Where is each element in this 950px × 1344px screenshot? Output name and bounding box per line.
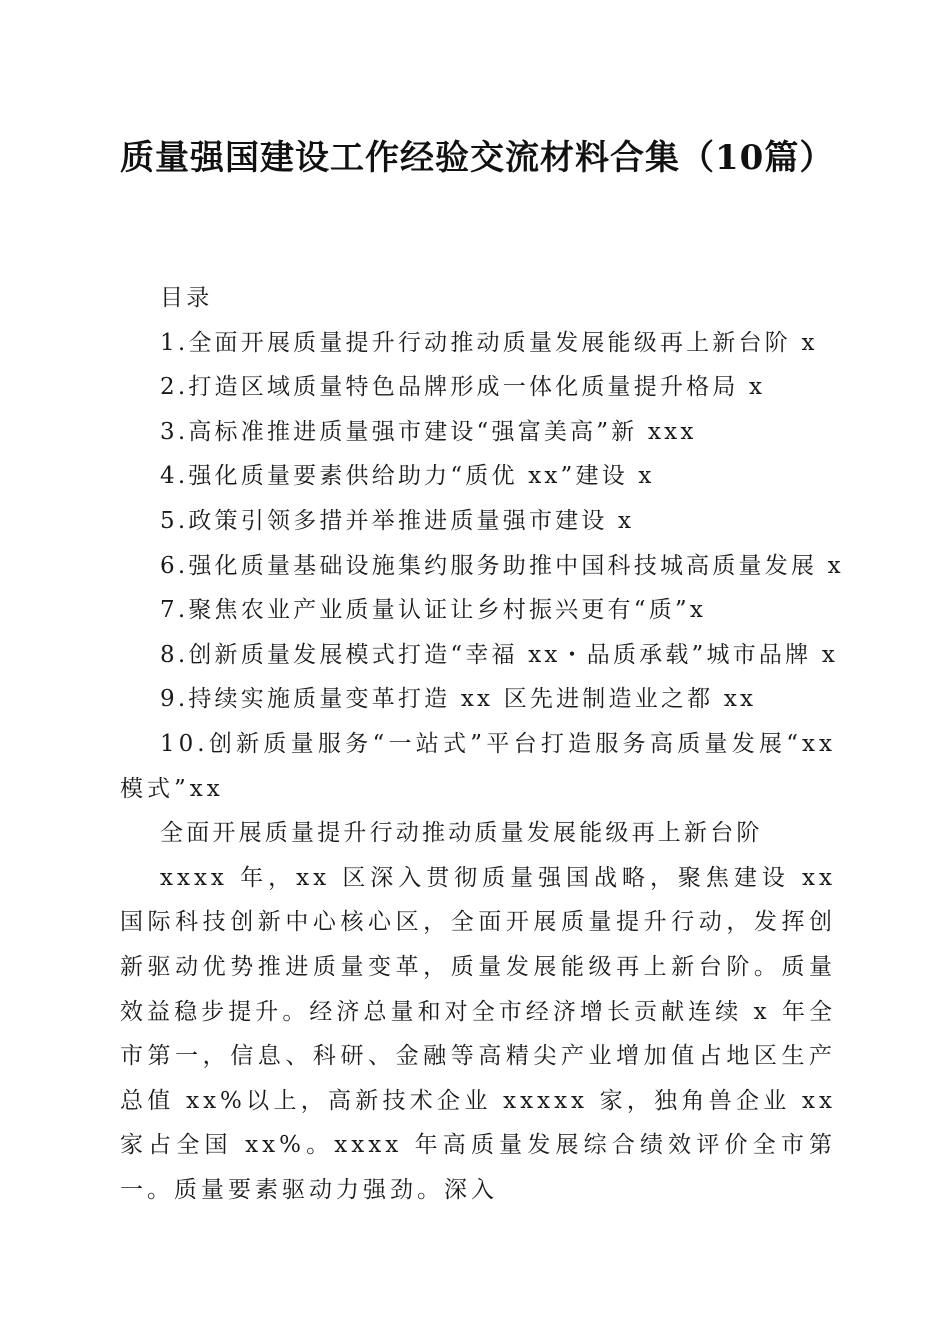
toc-item: 3.高标准推进质量强市建设“强富美高”新 xxx: [160, 418, 697, 445]
section-heading: 全面开展质量提升行动推动质量发展能级再上新台阶: [160, 820, 763, 847]
document-title: 质量强国建设工作经验交流材料合集（10篇）: [120, 138, 835, 178]
toc-item: 6.强化质量基础设施集约服务助推中国科技城高质量发展 x: [160, 552, 844, 579]
toc-item: 2.打造区域质量特色品牌形成一体化质量提升格局 x: [160, 374, 766, 401]
toc-item: 4.强化质量要素供给助力“质优 xx”建设 x: [160, 463, 655, 490]
document-body: [120, 276, 844, 1212]
toc-heading: 目录: [160, 285, 213, 311]
toc-item: 1.全面开展质量提升行动推动质量发展能级再上新台阶 x: [160, 329, 818, 356]
toc-item: 8.创新质量发展模式打造“幸福 xx・品质承载”城市品牌 x: [160, 641, 838, 668]
toc-item: 9.持续实施质量变革打造 xx 区先进制造业之都 xx: [160, 686, 757, 713]
toc-item: 10.创新质量服务“一站式”平台打造服务高质量发展“xx模式”xx: [120, 730, 836, 802]
body-paragraph: xxxx 年，xx 区深入贯彻质量强国战略，聚焦建设 xx 国际科技创新中心核心区，全面开展质量提升行动，发挥创新驱动优势推进质量变革，质量发展能级再上新台阶。质量效益稳步提升。经济总量和对全市经济增长贡献连续 x 年全市第一，信息、科研、金融等高精尖产业增加值占地区生产总值 xx%以上，高新技术企业 xxxxx 家，独角兽企业 xx 家占全国 xx%。xxxx 年高质量发展综合绩效评价全市第一。质量要素驱动力强劲。深入: [120, 864, 836, 1203]
toc-item: 5.政策引领多措并举推进质量强市建设 x: [160, 507, 635, 534]
toc-item: 7.聚焦农业产业质量认证让乡村振兴更有“质”x: [160, 597, 707, 624]
